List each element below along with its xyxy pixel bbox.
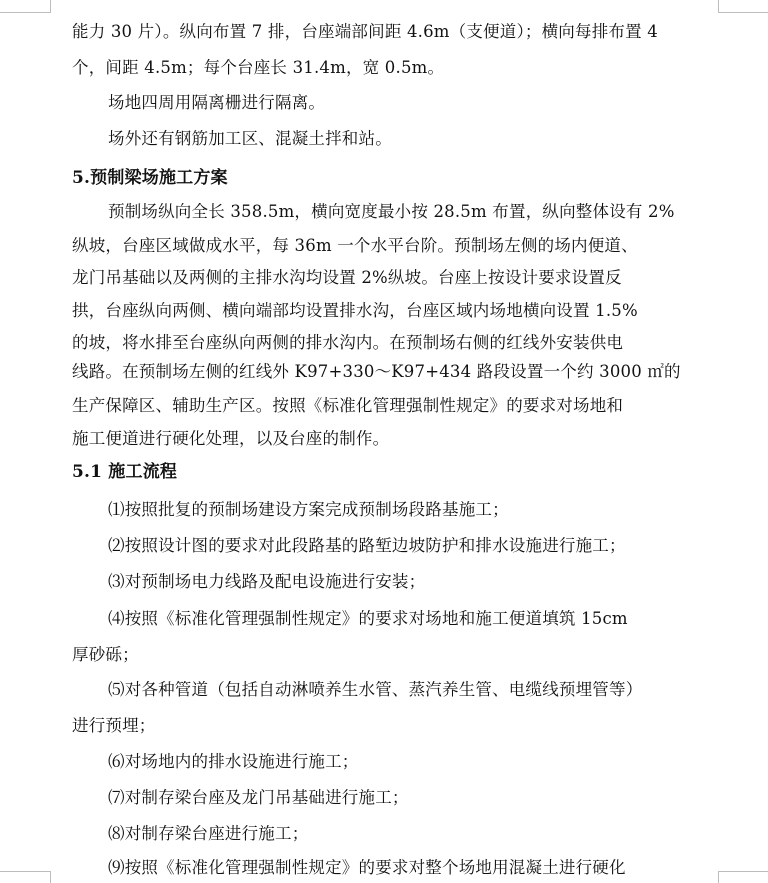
margin-corner-mark — [0, 0, 51, 13]
paragraph-line: 线路。在预制场左侧的红线外 K97+330～K97+434 路段设置一个约 3000 ㎡的 — [72, 362, 681, 381]
section-heading: 5.预制梁场施工方案 — [72, 168, 228, 188]
list-item: ⑹对场地内的排水设施进行施工； — [108, 752, 359, 771]
list-item: ⑸对各种管道（包括自动淋喷养生水管、蒸汽养生管、电缆线预埋管等） — [108, 680, 643, 699]
list-item: ⑷按照《标准化管理强制性规定》的要求对场地和施工便道填筑 15cm — [108, 609, 628, 628]
paragraph-line: 施工便道进行硬化处理，以及台座的制作。 — [72, 429, 390, 448]
margin-corner-mark — [718, 0, 768, 13]
paragraph-line: 纵坡，台座区域做成水平，每 36m 一个水平台阶。预制场左侧的场内便道、 — [72, 236, 638, 255]
list-item-continuation: 厚砂砾； — [72, 645, 139, 664]
list-item: ⑼按照《标准化管理强制性规定》的要求对整个场地用混凝土进行硬化 — [108, 858, 626, 877]
list-item-continuation: 进行预埋； — [72, 716, 156, 735]
paragraph-line: 个，间距 4.5m；每个台座长 31.4m，宽 0.5m。 — [72, 58, 445, 77]
paragraph-line: 场地四周用隔离栅进行隔离。 — [108, 93, 326, 112]
paragraph-line: 生产保障区、辅助生产区。按照《标准化管理强制性规定》的要求对场地和 — [72, 396, 624, 415]
subsection-heading: 5.1 施工流程 — [72, 462, 178, 482]
margin-corner-mark — [0, 871, 51, 883]
list-item: ⑴按照批复的预制场建设方案完成预制场段路基施工； — [108, 500, 509, 519]
paragraph-line: 能力 30 片）。纵向布置 7 排，台座端部间距 4.6m（支便道）；横向每排布置 4 — [72, 22, 658, 41]
paragraph-line: 场外还有钢筋加工区、混凝土拌和站。 — [108, 129, 392, 148]
list-item: ⑺对制存梁台座及龙门吊基础进行施工； — [108, 788, 409, 807]
paragraph-line: 拱，台座纵向两侧、横向端部均设置排水沟，台座区域内场地横向设置 1.5% — [72, 301, 638, 320]
list-item: ⑶对预制场电力线路及配电设施进行安装； — [108, 572, 426, 591]
paragraph-line: 预制场纵向全长 358.5m，横向宽度最小按 28.5m 布置，纵向整体设有 2% — [108, 202, 675, 221]
paragraph-line: 的坡，将水排至台座纵向两侧的排水沟内。在预制场右侧的红线外安装供电 — [72, 333, 624, 352]
list-item: ⑵按照设计图的要求对此段路基的路堑边坡防护和排水设施进行施工； — [108, 536, 626, 555]
list-item: ⑻对制存梁台座进行施工； — [108, 824, 309, 843]
paragraph-line: 龙门吊基础以及两侧的主排水沟均设置 2%纵坡。台座上按设计要求设置反 — [72, 268, 622, 287]
